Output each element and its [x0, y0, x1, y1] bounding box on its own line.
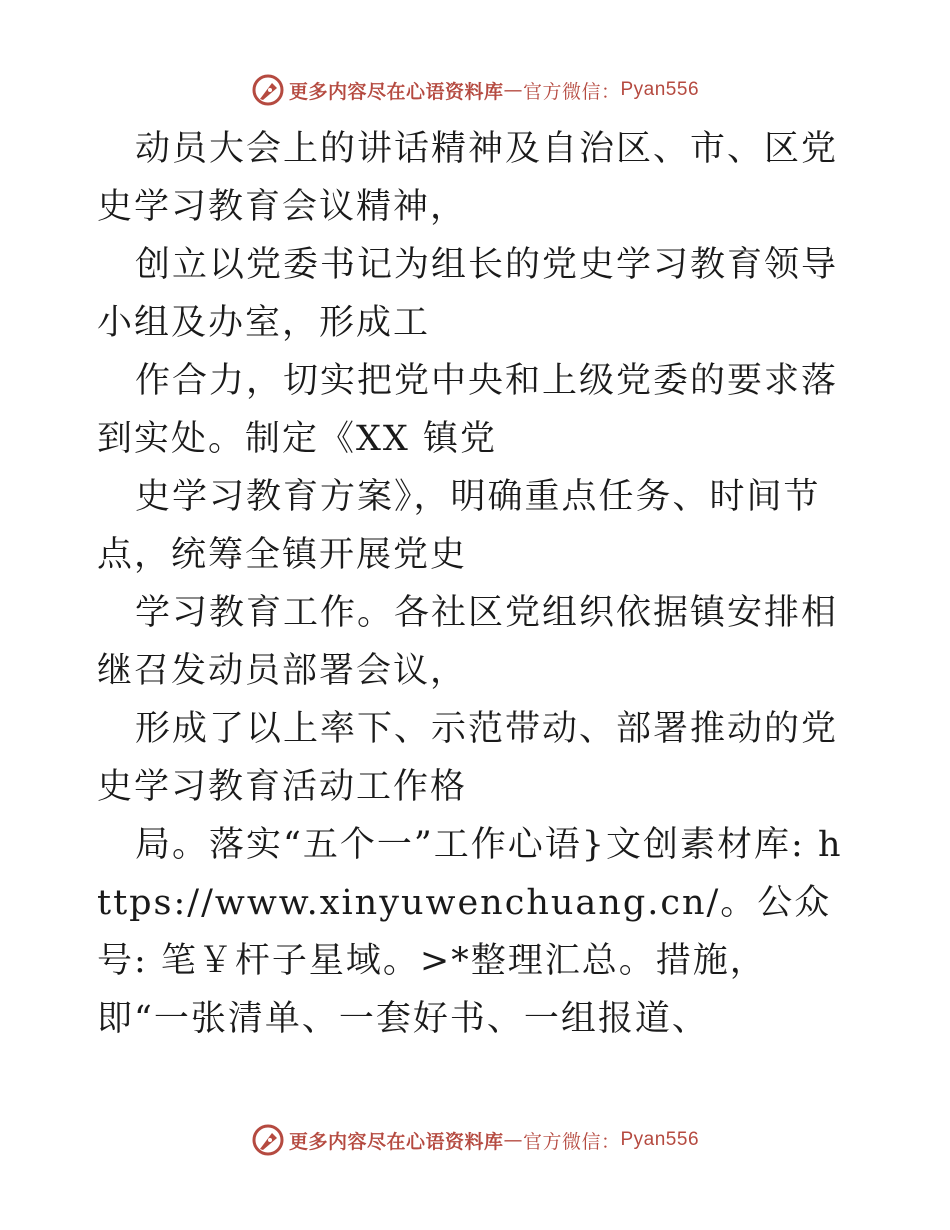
watermark-separator: —: [503, 1129, 523, 1151]
watermark-account: Pyan556: [620, 79, 700, 100]
watermark-separator: —: [503, 79, 523, 101]
paragraph: 局。落实“五个一”工作心语}文创素材库: https://www.xinyuwenchuang.cn/。公众号: 笔￥杆子星域。>*整理汇总。措施，即“一张清单、一套好书、一组报道、: [97, 825, 843, 1039]
watermark-footer: [0, 1120, 950, 1160]
watermark-brand: 更多内容尽在心语资料库: [288, 1130, 504, 1153]
watermark-account: Pyan556: [620, 1129, 700, 1150]
paragraph: 史学习教育方案》，明确重点任务、时间节点，统筹全镇开展党史: [97, 477, 821, 575]
document-body: [97, 120, 857, 1048]
watermark-brand: 更多内容尽在心语资料库: [288, 80, 504, 103]
pen-nib-logo-icon: [251, 1123, 285, 1157]
paragraph: 作合力，切实把党中央和上级党委的要求落到实处。制定《XX 镇党: [97, 361, 839, 459]
paragraph: 创立以党委书记为组长的党史学习教育领导小组及办室，形成工: [97, 245, 839, 343]
paragraph: 形成了以上率下、示范带动、部署推动的党史学习教育活动工作格: [97, 709, 839, 807]
watermark-header: [0, 70, 950, 110]
paragraph: 学习教育工作。各社区党组织依据镇安排相继召发动员部署会议，: [97, 593, 839, 691]
paragraph: 动员大会上的讲话精神及自治区、市、区党史学习教育会议精神，: [97, 129, 839, 227]
pen-nib-logo-icon: [251, 73, 285, 107]
watermark-label: 官方微信：: [522, 80, 621, 103]
watermark-label: 官方微信：: [522, 1130, 621, 1153]
